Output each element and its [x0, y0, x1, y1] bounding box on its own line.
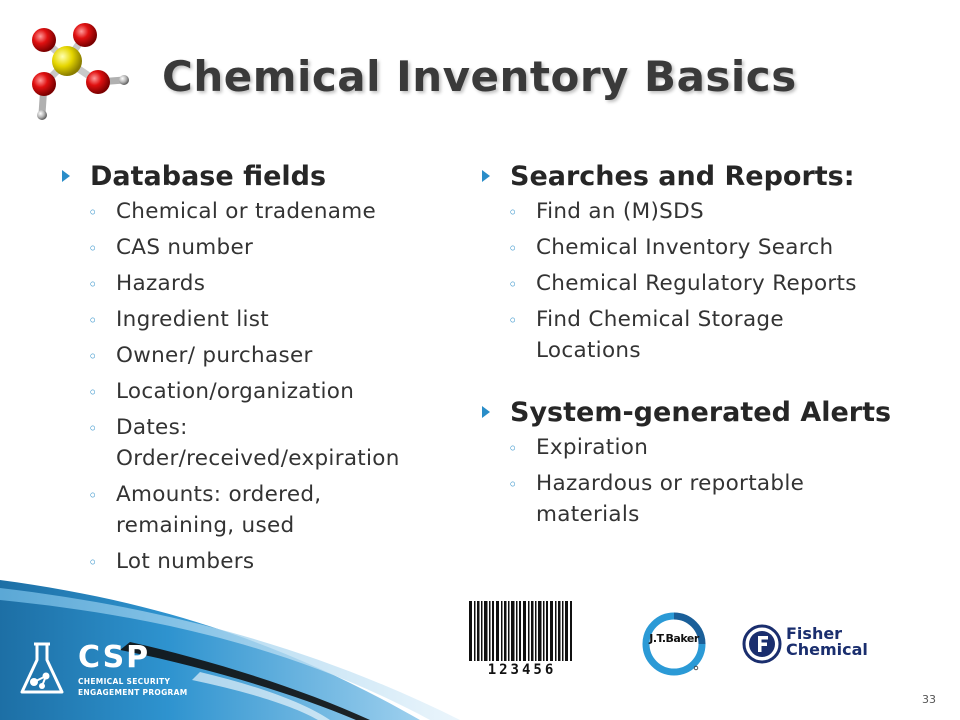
- csp-wordmark: CSP: [78, 640, 151, 675]
- circle-outline-icon: ◦: [508, 239, 518, 258]
- circle-outline-icon: ◦: [88, 347, 98, 366]
- jtbaker-wordmark: J.T.Baker: [649, 632, 699, 645]
- csp-logo: [18, 640, 188, 700]
- section-searches-reports: [480, 156, 920, 366]
- circle-outline-icon: ◦: [508, 203, 518, 222]
- page-number: 33: [922, 693, 936, 706]
- list-item: ◦ CAS number: [88, 232, 460, 263]
- circle-outline-icon: ◦: [88, 486, 98, 505]
- circle-outline-icon: ◦: [88, 203, 98, 222]
- heading-text: System-generated Alerts: [510, 396, 892, 428]
- section-heading: [480, 392, 920, 432]
- list-item: ◦ Chemical Inventory Search: [508, 232, 920, 263]
- fisher-wordmark: Fisher Chemical: [786, 624, 868, 659]
- sub-list: [480, 432, 920, 530]
- triangle-right-icon: [62, 170, 70, 182]
- sub-list: [60, 196, 460, 577]
- list-item: ◦ Find an (M)SDS: [508, 196, 920, 227]
- circle-outline-icon: ◦: [88, 311, 98, 330]
- left-column: [60, 156, 460, 603]
- list-item: ◦ Expiration: [508, 432, 920, 463]
- triangle-right-icon: [482, 170, 490, 182]
- list-item: ◦ Owner/ purchaser: [88, 340, 460, 371]
- section-heading: [60, 156, 460, 196]
- csp-tagline-1: CHEMICAL SECURITY: [78, 677, 171, 686]
- circle-outline-icon: ◦: [508, 475, 518, 494]
- circle-outline-icon: ◦: [508, 311, 518, 330]
- circle-outline-icon: ◦: [88, 553, 98, 572]
- circle-outline-icon: ◦: [508, 275, 518, 294]
- circle-outline-icon: ◦: [88, 275, 98, 294]
- list-item: ◦ Hazardous or reportable materials: [508, 471, 805, 527]
- section-system-alerts: [480, 392, 920, 530]
- list-item: ◦ Hazards: [88, 268, 460, 299]
- list-item: ◦ Amounts: ordered, remaining, used: [88, 482, 322, 538]
- list-item: ◦ Dates: Order/received/expiration: [88, 415, 400, 471]
- sub-list: [480, 196, 920, 366]
- heading-text: Searches and Reports:: [510, 160, 855, 192]
- list-item: ◦ Location/organization: [88, 376, 460, 407]
- circle-outline-icon: ◦: [88, 239, 98, 258]
- circle-outline-icon: ◦: [88, 383, 98, 402]
- barcode-number: 123456: [487, 662, 557, 678]
- barcode-icon: [469, 601, 573, 661]
- right-column: [480, 156, 920, 556]
- list-item: ◦ Find Chemical Storage Locations: [508, 307, 784, 363]
- circle-outline-icon: ◦: [508, 439, 518, 458]
- triangle-right-icon: [482, 406, 490, 418]
- slide-title: Chemical Inventory Basics: [162, 52, 797, 101]
- fisher-logo-icon: [742, 624, 782, 664]
- flask-icon: [18, 640, 66, 698]
- csp-tagline-2: ENGAGEMENT PROGRAM: [78, 688, 188, 697]
- section-heading: [480, 156, 920, 196]
- circle-outline-icon: ◦: [88, 419, 98, 438]
- list-item: ◦ Lot numbers: [88, 546, 460, 577]
- list-item: ◦ Chemical or tradename: [88, 196, 460, 227]
- molecule-icon: [22, 18, 142, 128]
- heading-text: Database fields: [90, 160, 327, 192]
- list-item: ◦ Chemical Regulatory Reports: [508, 268, 920, 299]
- section-database-fields: [60, 156, 460, 577]
- list-item: ◦ Ingredient list: [88, 304, 460, 335]
